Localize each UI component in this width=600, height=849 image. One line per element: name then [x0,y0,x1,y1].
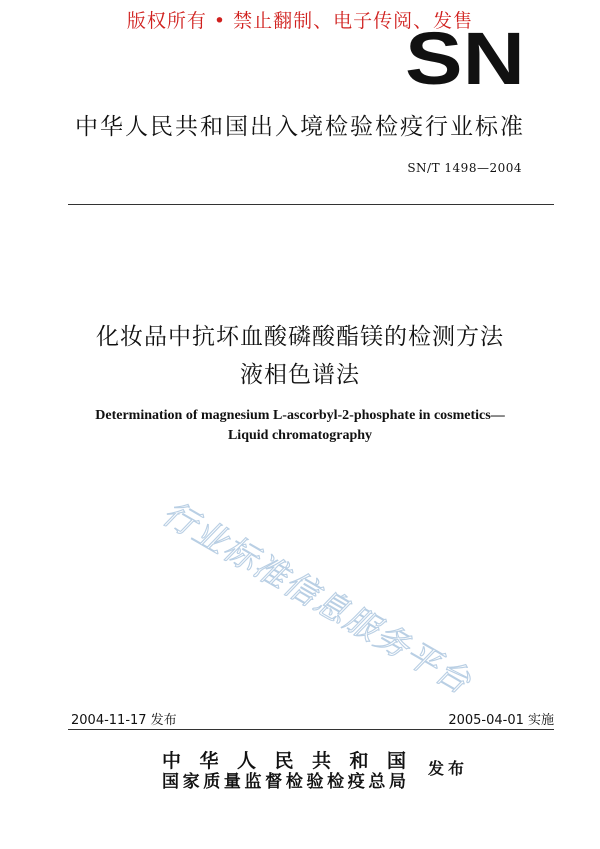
watermark-text: 行业标准信息服务平台 [156,493,479,702]
issue-verb: 发布 [428,759,469,778]
issuer-country: 中华人民共和国 [162,750,406,772]
document-subtitle-en: Liquid chromatography [227,428,373,443]
document-title-en: Determination of magnesium L-ascorbyl-2-phosphate in cosmetics— [95,408,505,423]
bottom-divider [68,729,554,730]
sn-logo-text: SN [405,30,525,88]
implementation-date: 2005-04-01 实施 [448,713,554,728]
issue-date: 2004-11-17 发布 [71,713,177,728]
watermark [150,490,490,710]
standard-number: SN/T 1498—2004 [407,161,522,175]
document-subtitle-zh: 液相色谱法 [240,362,360,388]
issuer-agency: 国家质量监督检验检疫总局 [162,772,406,792]
document-title-zh: 化妆品中抗坏血酸磷酸酯镁的检测方法 [96,324,504,350]
top-divider [68,204,554,205]
sn-logo [404,30,526,88]
copyright-notice: 版权所有 • 禁止翻制、电子传阅、发售 [126,10,474,32]
industry-standard-title: 中华人民共和国出入境检验检疫行业标准 [75,114,525,140]
